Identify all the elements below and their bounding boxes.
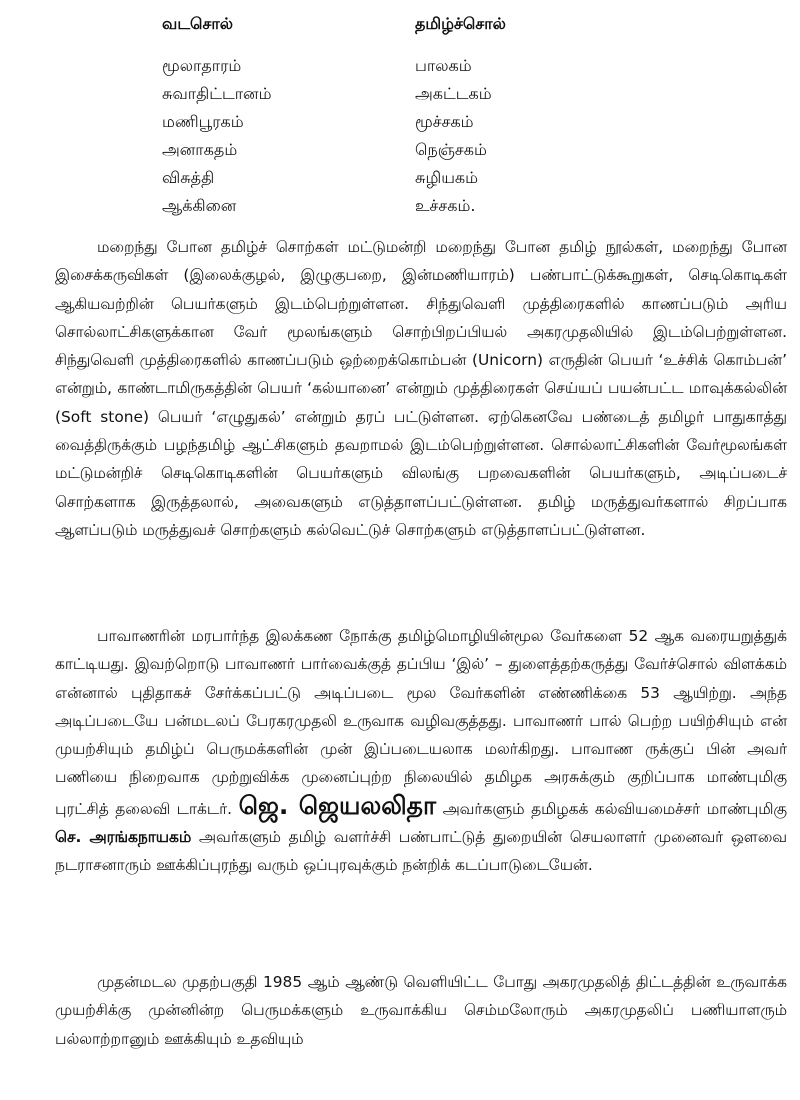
word-table	[162, 14, 506, 220]
tamilsol-cell: சுழியகம்	[415, 167, 479, 187]
vadasol-cell: மணிபூரகம்	[162, 111, 244, 131]
tamilsol-cell: மூச்சகம்	[415, 111, 474, 131]
header-tamilsol: தமிழ்ச்சொல்	[415, 14, 506, 33]
vadasol-cell: அனாகதம்	[162, 139, 238, 159]
table-row	[162, 80, 506, 108]
header-vadasol: வடசொல்	[162, 14, 233, 33]
tamilsol-cell: உச்சகம்.	[415, 195, 476, 215]
paragraph-2-part-b: அவர்களும் தமிழகக் கல்வியமைச்சர் மாண்புமிகு	[442, 799, 787, 818]
paragraph-1: மறைந்து போன தமிழ்ச் சொற்கள் மட்டுமன்றி மறைந்து போன தமிழ் நூல்கள், மறைந்து போன இசைக்கருவிகள் (இலைக்குழல், இழுகுபறை, இன்மணியாரம்) பண்பாட்டுக்கூறுகள், செடிகொடிகள் ஆகியவற்றின் பெயர்களும் இடம்பெற்றுள்ளன. சிந்துவெளி முத்திரைகளில் காணப்படும் அரிய சொல்லாட்சிகளுக்கான வேர் மூலங்களும் சொற்பிறப்பியல் அகரமுதலியில் இடம்பெற்றுள்ளன. சிந்துவெளி முத்திரைகளில் காணப்படும் ஒற்றைக்கொம்பன் (Unicorn) எருதின் பெயர் ‘உச்சிக் கொம்பன்’ என்றும், காண்டாமிருகத்தின் பெயர் ‘கல்யானை’ என்றும் முத்திரைகள் செய்யப் பயன்பட்ட மாவுக்கல்லின் (Soft stone) பெயர் ‘எழுதுகல்’ என்றும் தரப் பட்டுள்ளன. ஏற்கெனவே பண்டைத் தமிழர் பாதுகாத்து வைத்திருக்கும் பழந்தமிழ் ஆட்சிகளும் தவறாமல் இடம்பெற்றுள்ளன. சொல்லாட்சிகளின் வேர்மூலங்கள் மட்டுமன்றிச் செடிகொடிகளின் பெயர்களும் விலங்கு பறவைகளின் பெயர்களும், அடிப்படைச் சொற்களாக இருத்தலால், அவைகளும் எடுத்தாளப்பட்டுள்ளன. தமிழ் மருத்துவர்களால் சிறப்பாக ஆளப்படும் மருத்துவச் சொற்களும் கல்வெட்டுச் சொற்களும் எடுத்தாளப்பட்டுள்ளன.	[55, 238, 787, 539]
table-header-row	[162, 14, 506, 52]
table-row	[162, 136, 506, 164]
table-row	[162, 52, 506, 80]
vadasol-cell: ஆக்கினை	[162, 195, 237, 215]
vadasol-cell: சுவாதிட்டானம்	[162, 83, 272, 103]
table-row	[162, 192, 506, 220]
tamilsol-cell: அகட்டகம்	[415, 83, 492, 103]
name-jayalalithaa: ஜெ. ஜெயலலிதா	[238, 790, 437, 820]
vadasol-cell: மூலாதாரம்	[162, 55, 242, 75]
tamilsol-cell: பாலகம்	[415, 55, 472, 75]
paragraph-2-part-c: அவர்களும் தமிழ் வளர்ச்சி பண்பாட்டுத் துறையின் செயலாளர் முனைவர் ஒளவை நடராசனாரும் ஊக்கிப்புரந்து வரும் ஒப்புரவுக்கும் நன்றிக் கடப்பாடுடையேன்.	[55, 828, 787, 875]
vadasol-cell: விசுத்தி	[162, 167, 215, 187]
table-row	[162, 108, 506, 136]
paragraph-2-part-a: பாவாணரின் மரபார்ந்த இலக்கண நோக்கு தமிழ்மொழியின்மூல வேர்களை 52 ஆக வரையறுத்துக் காட்டியது. இவற்றொடு பாவாணர் பார்வைக்குத் தப்பிய ‘இல்’ – துளைத்தற்கருத்து வேர்ச்சொல் விளக்கம் என்னால் புதிதாகச் சேர்க்கப்பட்டு அடிப்படை மூல வேர்களின் எண்ணிக்கை 53 ஆயிற்று. அந்த அடிப்படையே பன்மடலப் பேரகரமுதலி உருவாக வழிவகுத்தது. பாவாணர் பால் பெற்ற பயிற்சியும் என் முயற்சியும் தமிழ்ப் பெருமக்களின் முன் இப்படையலாக மலர்கிறது. பாவாண ருக்குப் பின் அவர் பணியை நிறைவாக முற்றுவிக்க முனைப்புற்ற நிலையில் தமிழக அரசுக்கும் குறிப்பாக மாண்புமிகு புரட்சித் தலைவி டாக்டர்.	[55, 627, 787, 818]
table-row	[162, 164, 506, 192]
paragraph-3: முதன்மடல முதற்பகுதி 1985 ஆம் ஆண்டு வெளியிட்ட போது அகரமுதலித் திட்டத்தின் உருவாக்க முயற்சிக்கு முன்னின்ற பெருமக்களும் உருவாக்கிய செம்மலோரும் அகரமுதலிப் பணியாளரும் பல்லாற்றானும் ஊக்கியும் உதவியும்	[55, 973, 787, 1048]
paragraph-2	[55, 622, 787, 880]
tamilsol-cell: நெஞ்சகம்	[415, 139, 487, 159]
name-aranganayagam: செ. அரங்கநாயகம்	[55, 828, 192, 847]
